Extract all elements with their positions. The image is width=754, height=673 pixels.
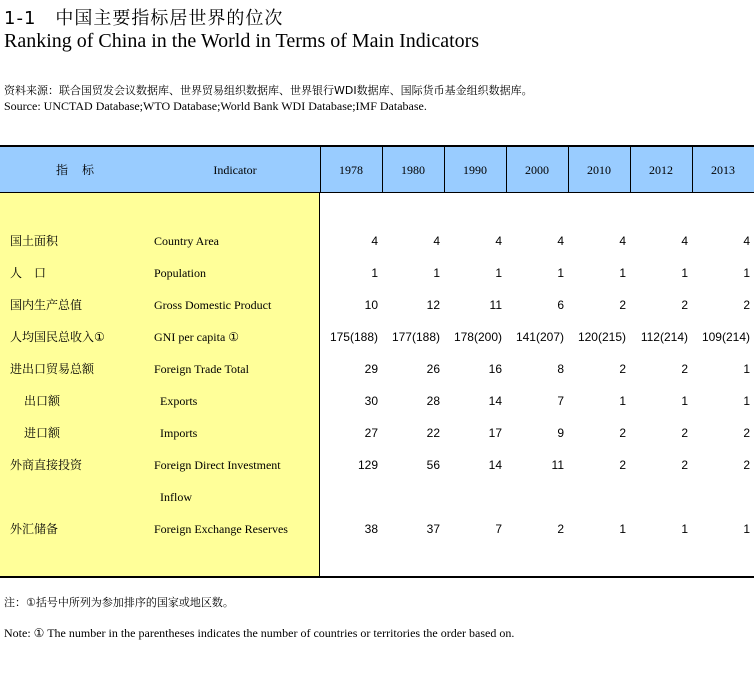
- row-label-en: Population: [154, 266, 207, 280]
- row-label-cn: 进口额: [24, 426, 61, 440]
- row-label-en: Gross Domestic Product: [154, 298, 272, 312]
- row-value: 28: [426, 394, 440, 408]
- row-value: 27: [364, 426, 378, 440]
- row-value: 1: [743, 522, 750, 536]
- row-value: 7: [557, 394, 564, 408]
- row-value: 177(188): [391, 330, 440, 344]
- header-year: 2010: [587, 163, 611, 177]
- note-english: Note: ① The number in the parentheses indicates the number of countries or territories the order based on.: [4, 626, 515, 640]
- table-row: [0, 513, 754, 545]
- table-row: [0, 481, 754, 513]
- row-value: 2: [619, 426, 626, 440]
- row-label-en: Exports: [160, 394, 198, 408]
- row-value: 12: [426, 298, 440, 312]
- table-row: [0, 385, 754, 417]
- row-value: 1: [619, 522, 626, 536]
- header-year: 2013: [711, 163, 735, 177]
- table-row: [0, 417, 754, 449]
- row-label-en: Inflow: [160, 490, 192, 504]
- row-value: 2: [619, 298, 626, 312]
- row-value: 4: [619, 234, 626, 248]
- row-label-cn: 外商直接投资: [10, 458, 83, 472]
- row-label-cn: 进出口贸易总额: [10, 362, 95, 376]
- row-value: [568, 481, 626, 513]
- row-value: 1: [619, 394, 626, 408]
- row-value: 112(214): [640, 330, 688, 344]
- row-value: 14: [488, 394, 502, 408]
- row-value: 120(215): [577, 330, 626, 344]
- row-label-cn: 人 口: [10, 266, 47, 280]
- row-value: 129: [357, 458, 378, 472]
- row-value: 4: [371, 234, 378, 248]
- row-value: 56: [426, 458, 440, 472]
- row-value: 4: [681, 234, 688, 248]
- row-value: 175(188): [329, 330, 378, 344]
- table-bottom-rule: [0, 576, 754, 578]
- row-value: [692, 481, 750, 513]
- header-year: 1980: [401, 163, 425, 177]
- note-chinese: 注：①括号中所列为参加排序的国家或地区数。: [4, 596, 234, 609]
- row-value: 2: [681, 298, 688, 312]
- title-chinese: 1-1 中国主要指标居世界的位次: [4, 8, 284, 29]
- table-row: [0, 289, 754, 321]
- row-label-en: Imports: [160, 426, 198, 440]
- row-value: [444, 481, 502, 513]
- row-value: 2: [619, 458, 626, 472]
- header-year: 2012: [649, 163, 673, 177]
- row-value: 4: [495, 234, 502, 248]
- row-value: 1: [681, 394, 688, 408]
- title-english: Ranking of China in the World in Terms of Main Indicators: [4, 30, 480, 52]
- row-value: 178(200): [453, 330, 502, 344]
- row-value: 11: [489, 298, 502, 312]
- source-chinese: 资料来源：联合国贸发会议数据库、世界贸易组织数据库、世界银行WDI数据库、国际货币基金组织数据库。: [4, 84, 533, 97]
- row-value: 29: [364, 362, 378, 376]
- row-value: 4: [557, 234, 564, 248]
- row-value: 8: [557, 362, 564, 376]
- row-label-cn: 人均国民总收入①: [10, 330, 105, 344]
- table-row: [0, 225, 754, 257]
- row-value: 1: [743, 266, 750, 280]
- source-english: Source: UNCTAD Database;WTO Database;World Bank WDI Database;IMF Database.: [4, 99, 427, 113]
- row-label-en: Foreign Direct Investment: [154, 458, 281, 472]
- row-value: [382, 481, 440, 513]
- row-label-cn: 国土面积: [10, 234, 59, 248]
- row-value: 10: [364, 298, 378, 312]
- row-label-cn: 出口额: [24, 394, 61, 408]
- row-value: 1: [557, 266, 564, 280]
- table-row: [0, 321, 754, 353]
- row-value: [630, 481, 688, 513]
- row-value: 14: [488, 458, 502, 472]
- row-value: 11: [551, 458, 564, 472]
- row-value: 1: [495, 266, 502, 280]
- header-year: 2000: [525, 163, 549, 177]
- header-year: 1978: [339, 163, 363, 177]
- table-header: [0, 145, 754, 193]
- row-value: 141(207): [515, 330, 564, 344]
- table-row: [0, 449, 754, 481]
- header-indicator-en: Indicator: [213, 163, 257, 177]
- row-value: 1: [681, 266, 688, 280]
- row-value: 26: [426, 362, 440, 376]
- row-value: 2: [743, 458, 750, 472]
- row-value: 2: [619, 362, 626, 376]
- header-year: 1990: [463, 163, 487, 177]
- row-value: 1: [619, 266, 626, 280]
- row-value: 7: [495, 522, 502, 536]
- row-value: 6: [557, 298, 564, 312]
- row-label-cn: 国内生产总值: [10, 298, 83, 312]
- row-value: 37: [426, 522, 440, 536]
- row-value: 4: [433, 234, 440, 248]
- row-value: 22: [426, 426, 440, 440]
- row-value: 1: [371, 266, 378, 280]
- row-value: 30: [364, 394, 378, 408]
- row-label-en: Foreign Trade Total: [154, 362, 249, 376]
- row-label-en: Foreign Exchange Reserves: [154, 522, 288, 536]
- row-value: 17: [488, 426, 502, 440]
- row-value: 2: [681, 426, 688, 440]
- row-value: 4: [743, 234, 750, 248]
- row-value: 2: [681, 458, 688, 472]
- row-value: 16: [488, 362, 502, 376]
- row-value: [506, 481, 564, 513]
- row-value: 1: [743, 362, 750, 376]
- row-value: 2: [557, 522, 564, 536]
- row-value: 38: [364, 522, 378, 536]
- row-label-cn: 外汇储备: [10, 522, 59, 536]
- row-value: 1: [433, 266, 440, 280]
- table-row: [0, 257, 754, 289]
- header-indicator-cn: 指标: [55, 163, 108, 177]
- row-value: 9: [557, 426, 564, 440]
- row-value: 2: [743, 426, 750, 440]
- row-value: [320, 481, 378, 513]
- row-label-en: Country Area: [154, 234, 219, 248]
- row-value: 109(214): [701, 330, 750, 344]
- row-value: 2: [743, 298, 750, 312]
- row-value: 2: [681, 362, 688, 376]
- row-value: 1: [681, 522, 688, 536]
- table-row: [0, 353, 754, 385]
- row-value: 1: [743, 394, 750, 408]
- row-label-en: GNI per capita ①: [154, 330, 240, 344]
